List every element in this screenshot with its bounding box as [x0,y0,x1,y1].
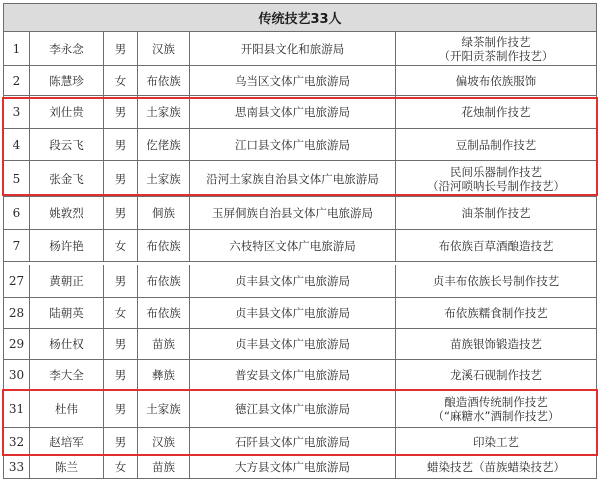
name-cell [30,298,104,328]
ethnicity-cell [138,360,190,390]
unit-cell [190,66,396,95]
ethnicity-text: 布依族 [146,306,181,320]
skill-text: 龙溪石砚制作技艺 [450,368,542,382]
name-cell [30,456,104,478]
skill-cell [396,265,596,297]
table-row [3,129,597,161]
name-cell [30,265,104,297]
row-number-text: 29 [8,337,25,351]
skill-subtext: （“麻糖水”酒制作技艺） [432,409,560,423]
ethnicity-text: 侗族 [152,206,175,220]
gender-cell [104,129,138,160]
unit-text: 沿河土家族自治县文体广电旅游局 [206,171,379,186]
skill-cell [396,161,596,196]
skill-text: 印染工艺 [473,434,519,449]
skill-cell [396,197,596,229]
skill-text: 蜡染技艺（苗族蜡染技艺） [427,460,565,474]
unit-text: 六枝特区文体广电旅游局 [229,238,356,253]
row-number-text: 4 [12,137,21,152]
row-number-cell [4,230,30,261]
row-number-cell [4,391,30,427]
row-number-cell [4,329,30,359]
table-row [3,32,597,66]
row-number-cell [4,161,30,196]
unit-cell [190,129,396,160]
gender-text: 男 [114,105,127,119]
unit-cell [190,197,396,229]
table-gap [3,262,597,265]
ethnicity-cell [138,32,190,65]
ethnicity-text: 布依族 [146,274,181,288]
unit-text: 乌当区文体广电旅游局 [235,73,350,88]
ethnicity-text: 苗族 [152,337,175,351]
row-number-cell [4,298,30,328]
ethnicity-cell [138,66,190,95]
gender-text: 男 [114,137,127,152]
ethnicity-text: 汉族 [152,41,175,56]
name-text: 李大全 [49,368,84,382]
skill-text: 贞丰布依族长号制作技艺 [432,274,560,288]
skill-cell [396,329,596,359]
unit-text: 开阳县文化和旅游局 [240,41,345,56]
gender-cell [104,428,138,455]
skill-text: 苗族银饰锻造技艺 [450,337,542,351]
table-row [3,428,597,456]
row-number-cell [4,360,30,390]
gender-text: 男 [114,206,127,220]
unit-text: 普安县文体广电旅游局 [235,368,350,382]
gender-cell [104,161,138,196]
row-number-text: 27 [8,274,25,288]
skill-text: 花烛制作技艺 [461,105,531,119]
gender-text: 女 [114,306,127,320]
skill-cell [396,298,596,328]
name-cell [30,428,104,455]
table-row [3,329,597,360]
ethnicity-text: 汉族 [152,434,175,449]
unit-text: 石阡县文体广电旅游局 [235,434,350,449]
table-row [3,360,597,391]
skill-text: 油茶制作技艺 [461,206,531,220]
row-number-text: 3 [12,105,21,119]
gender-cell [104,96,138,128]
gender-text: 男 [114,434,127,449]
skill-cell [396,129,596,160]
gender-cell [104,329,138,359]
name-text: 陈兰 [55,460,78,474]
skill-cell [396,230,596,261]
skill-cell [396,96,596,128]
skill-text: 民间乐器制作技艺 [450,164,542,179]
unit-text: 德江县文体广电旅游局 [235,402,350,416]
name-cell [30,161,104,196]
row-number-text: 32 [8,434,25,449]
unit-text: 江口县文体广电旅游局 [235,137,350,152]
skill-cell [396,428,596,455]
name-text: 杨许艳 [49,238,84,253]
row-number-text: 28 [8,306,25,320]
ethnicity-text: 土家族 [146,402,181,416]
gender-text: 男 [114,368,127,382]
table-row [3,96,597,129]
row-number-text: 33 [8,460,25,474]
unit-cell [190,265,396,297]
name-text: 刘仕贵 [49,105,84,119]
table-title: 传统技艺33人 [3,3,597,32]
gender-text: 男 [114,274,127,288]
skill-cell [396,456,596,478]
row-number-cell [4,66,30,95]
row-number-text: 1 [12,41,21,56]
unit-text: 贞丰县文体广电旅游局 [235,274,350,288]
name-text: 杜伟 [55,402,78,416]
ethnicity-cell [138,391,190,427]
name-text: 杨仕权 [49,337,84,351]
skill-text: 豆制品制作技艺 [455,137,537,152]
gender-text: 女 [114,460,127,474]
skill-subtext: （沿河唢呐长号制作技艺） [427,178,565,193]
gender-cell [104,265,138,297]
row-number-cell [4,129,30,160]
table-row [3,456,597,479]
unit-text: 大方县文体广电旅游局 [235,460,350,474]
unit-cell [190,32,396,65]
ethnicity-cell [138,428,190,455]
skill-cell [396,391,596,427]
row-number-cell [4,197,30,229]
row-number-text: 2 [12,73,21,88]
gender-text: 男 [114,171,127,186]
gender-cell [104,197,138,229]
name-text: 陆朝英 [49,306,84,320]
ethnicity-cell [138,96,190,128]
name-cell [30,360,104,390]
row-number-text: 6 [12,206,21,220]
ethnicity-text: 土家族 [146,105,181,119]
gender-text: 男 [114,337,127,351]
name-text: 张金飞 [49,171,84,186]
name-cell [30,391,104,427]
gender-cell [104,32,138,65]
row-number-cell [4,428,30,455]
unit-text: 玉屏侗族自治县文体广电旅游局 [212,206,373,220]
ethnicity-cell [138,298,190,328]
skill-cell [396,32,596,65]
unit-cell [190,428,396,455]
gender-cell [104,298,138,328]
name-cell [30,96,104,128]
name-text: 姚敦烈 [49,206,84,220]
gender-cell [104,66,138,95]
unit-cell [190,391,396,427]
gender-text: 女 [114,238,127,253]
ethnicity-cell [138,265,190,297]
skill-cell [396,360,596,390]
skill-text: 布依族百草酒酿造技艺 [438,238,554,253]
row-number-text: 7 [12,238,21,253]
ethnicity-cell [138,329,190,359]
gender-cell [104,230,138,261]
table-row [3,230,597,262]
row-number-text: 30 [8,368,25,382]
skill-text: 绿茶制作技艺 [461,34,531,49]
row-number-cell [4,96,30,128]
ethnicity-text: 布依族 [146,238,181,253]
row-number-cell [4,265,30,297]
row-number-text: 31 [8,402,25,416]
name-cell [30,329,104,359]
ethnicity-cell [138,456,190,478]
table-row [3,391,597,428]
unit-cell [190,298,396,328]
gender-cell [104,456,138,478]
name-text: 赵培军 [49,434,84,449]
skill-text: 布依族糯食制作技艺 [444,306,548,320]
ethnicity-text: 苗族 [152,460,175,474]
unit-cell [190,360,396,390]
name-cell [30,197,104,229]
ethnicity-cell [138,129,190,160]
row-number-text: 5 [12,171,21,186]
heritage-table [3,3,597,479]
table-row [3,161,597,197]
name-cell [30,230,104,261]
name-cell [30,66,104,95]
ethnicity-text: 布依族 [146,73,181,88]
unit-text: 贞丰县文体广电旅游局 [235,306,350,320]
row-number-cell [4,456,30,478]
unit-text: 思南县文体广电旅游局 [235,105,350,119]
table-row [3,66,597,96]
gender-text: 男 [114,402,127,416]
skill-subtext: （开阳贡茶制作技艺） [438,48,554,63]
table-row [3,197,597,230]
gender-text: 男 [114,41,127,56]
ethnicity-cell [138,230,190,261]
ethnicity-text: 彝族 [152,368,175,382]
unit-cell [190,161,396,196]
ethnicity-text: 仡佬族 [146,137,181,152]
table-row [3,298,597,329]
unit-cell [190,230,396,261]
name-text: 李永念 [49,41,84,56]
skill-text: 偏坡布依族服饰 [455,73,537,88]
name-cell [30,129,104,160]
name-text: 段云飞 [49,137,84,152]
name-text: 黄朝正 [49,274,84,288]
unit-cell [190,96,396,128]
name-text: 陈慧珍 [49,73,84,88]
ethnicity-cell [138,161,190,196]
unit-text: 贞丰县文体广电旅游局 [235,337,350,351]
unit-cell [190,329,396,359]
skill-text: 酿造酒传统制作技艺 [444,395,548,409]
unit-cell [190,456,396,478]
gender-text: 女 [114,73,127,88]
name-cell [30,32,104,65]
skill-cell [396,66,596,95]
gender-cell [104,360,138,390]
ethnicity-cell [138,197,190,229]
row-number-cell [4,32,30,65]
gender-cell [104,391,138,427]
ethnicity-text: 土家族 [146,171,181,186]
table-row [3,265,597,298]
